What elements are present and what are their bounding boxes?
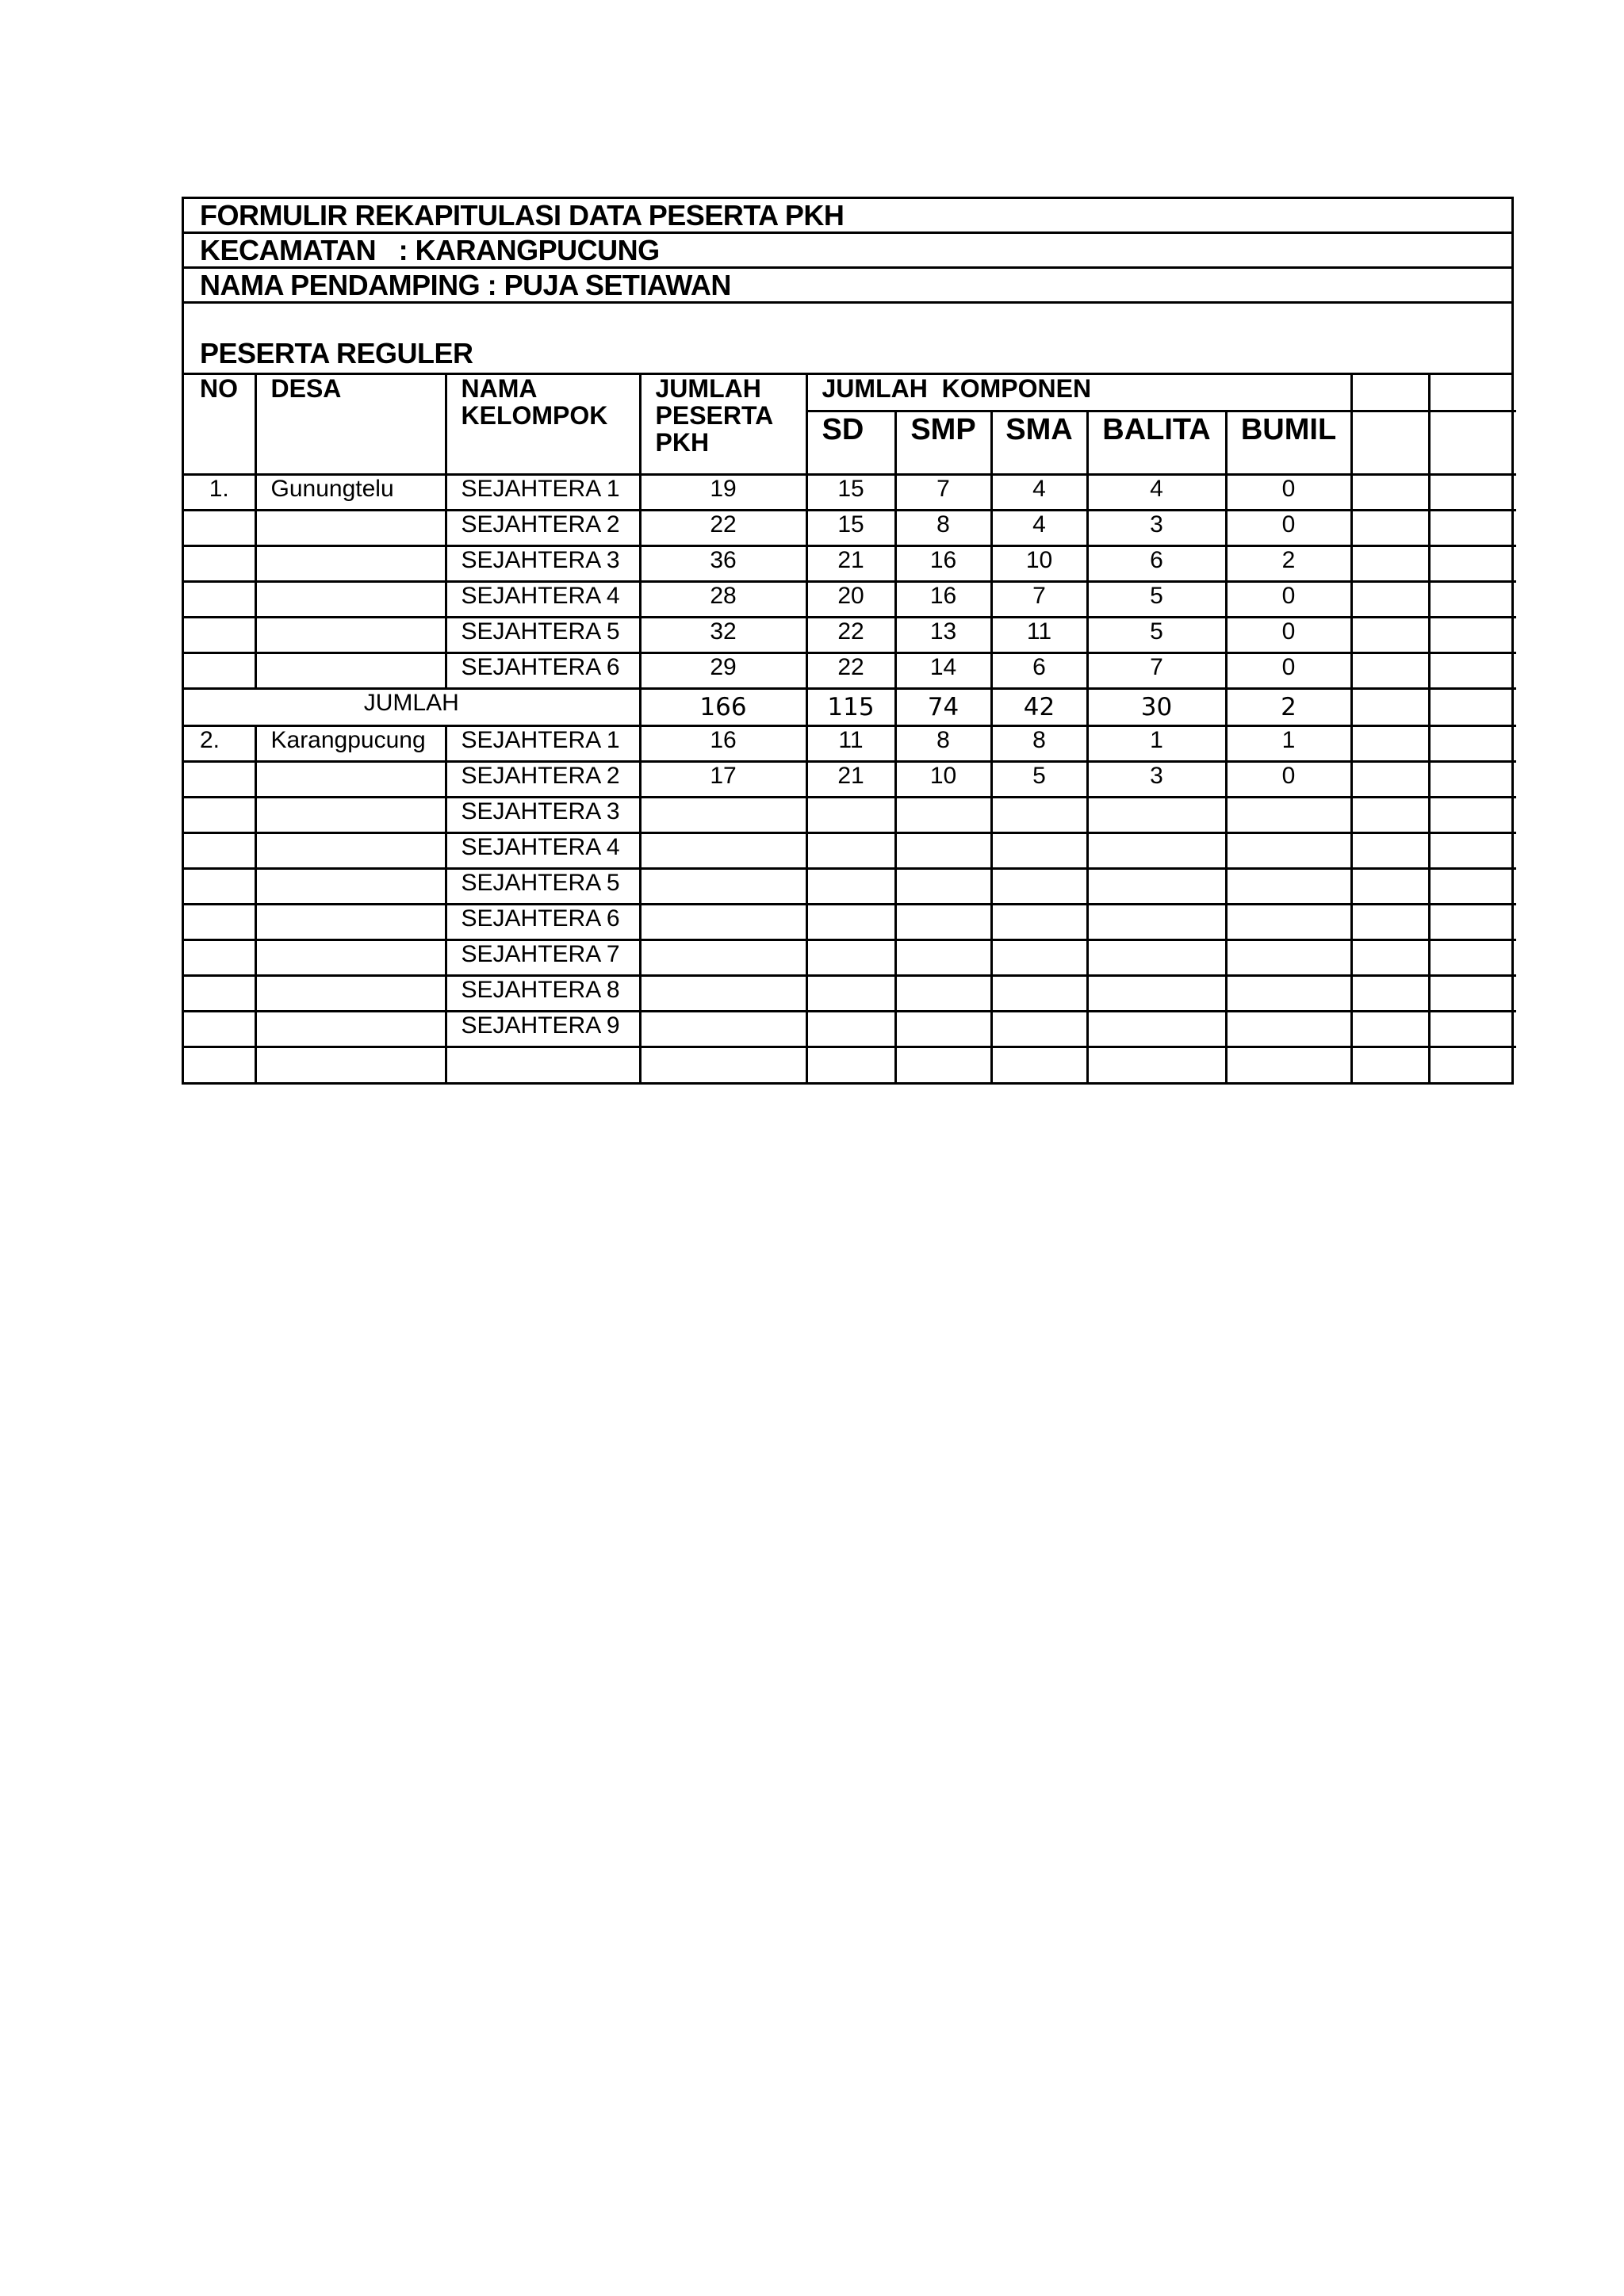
cell-kelompok: SEJAHTERA 6 (446, 904, 640, 939)
col-header-jumlah-line2: PESERTA (655, 401, 774, 430)
col-header-nama-line2: KELOMPOK (461, 401, 608, 430)
cell-balita (1087, 832, 1226, 868)
cell-sma (991, 797, 1087, 832)
cell-sd (806, 939, 895, 975)
cell-balita (1087, 904, 1226, 939)
total-label: JUMLAH (184, 688, 640, 725)
cell-bumil (1226, 797, 1351, 832)
cell-bumil: 0 (1226, 761, 1351, 797)
cell-sma (991, 1011, 1087, 1047)
cell-sma (991, 832, 1087, 868)
cell-kelompok: SEJAHTERA 8 (446, 975, 640, 1011)
table-row (184, 725, 1516, 761)
cell-desa: Gunungtelu (255, 474, 446, 510)
cell-empty (1429, 652, 1516, 688)
cell-empty (184, 1047, 255, 1082)
cell-sd: 22 (806, 652, 895, 688)
table-row-empty (184, 1047, 1516, 1082)
cell-empty (1429, 868, 1516, 904)
col-header-jumlah-line1: JUMLAH (655, 374, 761, 403)
cell-kelompok: SEJAHTERA 1 (446, 725, 640, 761)
cell-sma: 5 (991, 761, 1087, 797)
cell-sma: 10 (991, 545, 1087, 581)
cell-empty (1429, 904, 1516, 939)
cell-sd (806, 975, 895, 1011)
cell-pkh (640, 975, 806, 1011)
cell-empty (1351, 797, 1429, 832)
cell-bumil: 2 (1226, 545, 1351, 581)
cell-no (184, 975, 255, 1011)
cell-bumil: 0 (1226, 581, 1351, 617)
cell-empty (1429, 617, 1516, 652)
cell-empty (1429, 939, 1516, 975)
cell-desa (255, 510, 446, 545)
cell-pkh: 17 (640, 761, 806, 797)
cell-sd: 15 (806, 510, 895, 545)
cell-sd (806, 1011, 895, 1047)
cell-smp (895, 1011, 991, 1047)
cell-desa (255, 939, 446, 975)
col-header-sd: SD (806, 411, 895, 474)
cell-kelompok: SEJAHTERA 2 (446, 761, 640, 797)
cell-smp (895, 975, 991, 1011)
cell-desa (255, 545, 446, 581)
cell-empty (1429, 761, 1516, 797)
cell-sma (991, 975, 1087, 1011)
kecamatan-line: KECAMATAN : KARANGPUCUNG (184, 234, 1511, 269)
cell-no (184, 1011, 255, 1047)
cell-empty (255, 1047, 446, 1082)
cell-balita: 3 (1087, 510, 1226, 545)
cell-sd (806, 868, 895, 904)
cell-bumil (1226, 868, 1351, 904)
total-pkh: 166 (640, 688, 806, 725)
cell-sma: 6 (991, 652, 1087, 688)
data-table (184, 375, 1516, 1082)
cell-no (184, 868, 255, 904)
cell-empty (1351, 904, 1429, 939)
col-header-no: NO (184, 375, 255, 474)
cell-desa (255, 975, 446, 1011)
cell-sd: 11 (806, 725, 895, 761)
total-bumil: 2 (1226, 688, 1351, 725)
col-header-jumlah-komponen: JUMLAH KOMPONEN (806, 375, 1351, 411)
cell-smp: 8 (895, 510, 991, 545)
cell-balita: 3 (1087, 761, 1226, 797)
cell-empty (1351, 1011, 1429, 1047)
cell-no (184, 832, 255, 868)
table-row (184, 1011, 1516, 1047)
cell-sma (991, 904, 1087, 939)
cell-balita: 5 (1087, 581, 1226, 617)
cell-sd (806, 797, 895, 832)
cell-smp (895, 868, 991, 904)
cell-balita (1087, 797, 1226, 832)
table-row (184, 832, 1516, 868)
cell-kelompok: SEJAHTERA 4 (446, 581, 640, 617)
col-header-jumlah-peserta (640, 375, 806, 474)
cell-pkh: 16 (640, 725, 806, 761)
cell-bumil (1226, 904, 1351, 939)
cell-pkh: 28 (640, 581, 806, 617)
table-row (184, 545, 1516, 581)
col-header-nama-line1: NAMA (461, 374, 538, 403)
total-sd: 115 (806, 688, 895, 725)
cell-desa (255, 617, 446, 652)
total-sma: 42 (991, 688, 1087, 725)
cell-sd: 22 (806, 617, 895, 652)
cell-smp: 14 (895, 652, 991, 688)
cell-empty (1429, 510, 1516, 545)
table-row (184, 652, 1516, 688)
cell-kelompok: SEJAHTERA 6 (446, 652, 640, 688)
cell-desa (255, 797, 446, 832)
cell-empty (1429, 581, 1516, 617)
cell-sd (806, 904, 895, 939)
cell-pkh: 29 (640, 652, 806, 688)
cell-smp: 8 (895, 725, 991, 761)
cell-no (184, 939, 255, 975)
cell-desa (255, 652, 446, 688)
cell-bumil: 0 (1226, 510, 1351, 545)
cell-bumil (1226, 939, 1351, 975)
cell-smp (895, 797, 991, 832)
cell-empty (1226, 1047, 1351, 1082)
total-balita: 30 (1087, 688, 1226, 725)
cell-kelompok: SEJAHTERA 5 (446, 617, 640, 652)
table-row (184, 939, 1516, 975)
cell-no (184, 652, 255, 688)
cell-balita: 5 (1087, 617, 1226, 652)
cell-desa (255, 904, 446, 939)
cell-sd: 20 (806, 581, 895, 617)
cell-smp: 16 (895, 545, 991, 581)
pendamping-line: NAMA PENDAMPING : PUJA SETIAWAN (184, 269, 1511, 304)
extra-header-cell (1351, 375, 1429, 411)
col-header-desa: DESA (255, 375, 446, 474)
cell-sd: 21 (806, 545, 895, 581)
cell-bumil: 0 (1226, 474, 1351, 510)
cell-balita (1087, 868, 1226, 904)
cell-empty (1351, 939, 1429, 975)
cell-empty (991, 1047, 1087, 1082)
cell-smp (895, 832, 991, 868)
cell-smp: 13 (895, 617, 991, 652)
cell-kelompok: SEJAHTERA 2 (446, 510, 640, 545)
section-title (184, 304, 1511, 375)
cell-no (184, 617, 255, 652)
cell-empty (1429, 797, 1516, 832)
cell-kelompok: SEJAHTERA 3 (446, 545, 640, 581)
cell-empty (1351, 725, 1429, 761)
cell-empty (1429, 725, 1516, 761)
section-title-text: PESERTA REGULER (200, 337, 473, 369)
cell-empty (806, 1047, 895, 1082)
col-header-smp: SMP (895, 411, 991, 474)
cell-balita: 1 (1087, 725, 1226, 761)
cell-kelompok: SEJAHTERA 1 (446, 474, 640, 510)
rekap-form (182, 197, 1514, 1085)
cell-sma: 11 (991, 617, 1087, 652)
total-row (184, 688, 1516, 725)
cell-kelompok: SEJAHTERA 5 (446, 868, 640, 904)
cell-empty (1429, 832, 1516, 868)
cell-sma: 7 (991, 581, 1087, 617)
cell-empty (1429, 688, 1516, 725)
extra-header-cell (1429, 375, 1516, 411)
cell-pkh (640, 1011, 806, 1047)
cell-no (184, 510, 255, 545)
cell-bumil: 0 (1226, 617, 1351, 652)
table-row (184, 581, 1516, 617)
cell-balita: 6 (1087, 545, 1226, 581)
cell-smp: 7 (895, 474, 991, 510)
cell-sma (991, 868, 1087, 904)
cell-desa (255, 1011, 446, 1047)
cell-desa (255, 868, 446, 904)
table-row (184, 617, 1516, 652)
cell-empty (1429, 545, 1516, 581)
cell-desa: Karangpucung (255, 725, 446, 761)
cell-smp (895, 939, 991, 975)
cell-smp: 10 (895, 761, 991, 797)
table-row (184, 510, 1516, 545)
cell-empty (895, 1047, 991, 1082)
cell-kelompok: SEJAHTERA 4 (446, 832, 640, 868)
cell-desa (255, 581, 446, 617)
cell-bumil (1226, 975, 1351, 1011)
table-row (184, 761, 1516, 797)
cell-empty (1351, 761, 1429, 797)
cell-empty (1351, 975, 1429, 1011)
cell-sma (991, 939, 1087, 975)
cell-balita: 4 (1087, 474, 1226, 510)
cell-sma: 8 (991, 725, 1087, 761)
cell-sd: 21 (806, 761, 895, 797)
col-header-balita: BALITA (1087, 411, 1226, 474)
extra-header-cell (1429, 411, 1516, 474)
cell-desa (255, 761, 446, 797)
cell-sd: 15 (806, 474, 895, 510)
cell-empty (1351, 510, 1429, 545)
col-header-sma: SMA (991, 411, 1087, 474)
cell-kelompok: SEJAHTERA 7 (446, 939, 640, 975)
cell-kelompok: SEJAHTERA 9 (446, 1011, 640, 1047)
cell-empty (1429, 975, 1516, 1011)
table-row (184, 474, 1516, 510)
cell-bumil (1226, 1011, 1351, 1047)
cell-pkh: 36 (640, 545, 806, 581)
cell-empty (1429, 1047, 1516, 1082)
cell-smp: 16 (895, 581, 991, 617)
cell-no (184, 761, 255, 797)
cell-empty (1351, 1047, 1429, 1082)
cell-empty (1351, 832, 1429, 868)
cell-bumil (1226, 832, 1351, 868)
cell-empty (1087, 1047, 1226, 1082)
cell-empty (1351, 545, 1429, 581)
cell-pkh: 32 (640, 617, 806, 652)
cell-sd (806, 832, 895, 868)
cell-balita (1087, 1011, 1226, 1047)
cell-empty (1429, 474, 1516, 510)
cell-empty (1351, 652, 1429, 688)
col-header-jumlah-line3: PKH (655, 428, 710, 457)
cell-sma: 4 (991, 510, 1087, 545)
col-header-bumil: BUMIL (1226, 411, 1351, 474)
cell-empty (1351, 617, 1429, 652)
cell-no (184, 797, 255, 832)
cell-pkh (640, 939, 806, 975)
cell-no (184, 581, 255, 617)
cell-empty (1429, 1011, 1516, 1047)
cell-pkh: 22 (640, 510, 806, 545)
cell-balita (1087, 975, 1226, 1011)
cell-sma: 4 (991, 474, 1087, 510)
cell-empty (1351, 868, 1429, 904)
cell-kelompok: SEJAHTERA 3 (446, 797, 640, 832)
cell-empty (1351, 581, 1429, 617)
cell-no: 2. (184, 725, 255, 761)
cell-bumil: 1 (1226, 725, 1351, 761)
cell-pkh (640, 832, 806, 868)
cell-empty (446, 1047, 640, 1082)
col-header-nama-kelompok (446, 375, 640, 474)
cell-no (184, 904, 255, 939)
form-title: FORMULIR REKAPITULASI DATA PESERTA PKH (184, 199, 1511, 234)
cell-bumil: 0 (1226, 652, 1351, 688)
table-row (184, 975, 1516, 1011)
total-smp: 74 (895, 688, 991, 725)
cell-empty (1351, 474, 1429, 510)
cell-empty (1351, 688, 1429, 725)
cell-desa (255, 832, 446, 868)
cell-pkh (640, 904, 806, 939)
cell-pkh (640, 868, 806, 904)
cell-pkh (640, 797, 806, 832)
cell-balita: 7 (1087, 652, 1226, 688)
cell-empty (640, 1047, 806, 1082)
cell-smp (895, 904, 991, 939)
table-row (184, 797, 1516, 832)
table-row (184, 868, 1516, 904)
table-row (184, 904, 1516, 939)
cell-balita (1087, 939, 1226, 975)
extra-header-cell (1351, 411, 1429, 474)
cell-pkh: 19 (640, 474, 806, 510)
cell-no: 1. (184, 474, 255, 510)
cell-no (184, 545, 255, 581)
